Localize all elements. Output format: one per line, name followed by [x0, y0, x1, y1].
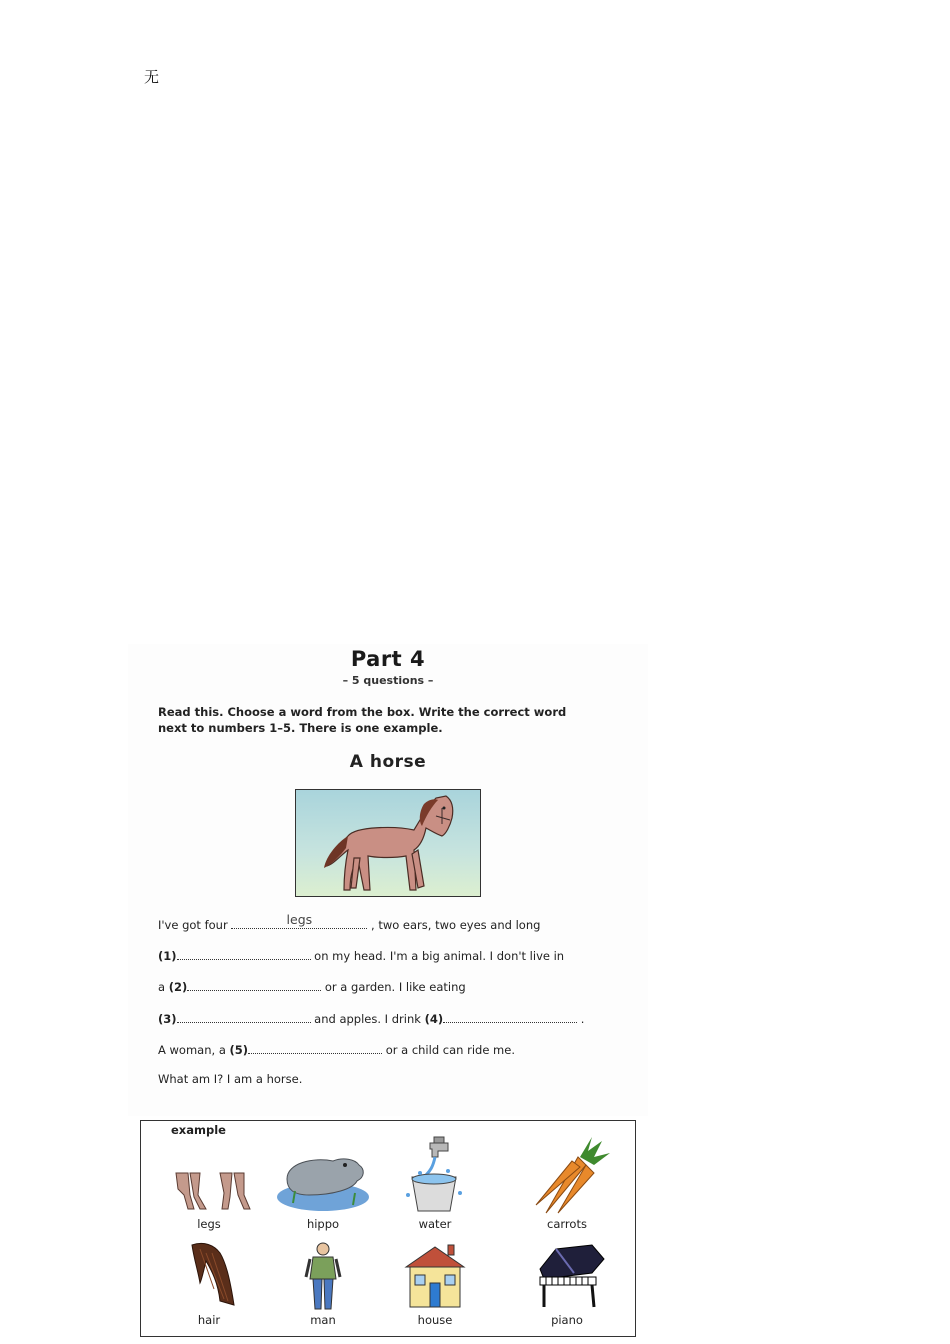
answer-blank-3[interactable]: [177, 1010, 311, 1023]
story-line-2: [158, 947, 564, 963]
story-text: .: [580, 1012, 585, 1026]
story-line-1: [158, 912, 541, 932]
question-number: (2): [168, 980, 188, 994]
word-item-piano: [512, 1239, 622, 1327]
piano-icon: [522, 1239, 612, 1311]
story-line-3: [158, 978, 466, 994]
example-answer-blank: [231, 912, 367, 929]
word-label-man: man: [310, 1313, 336, 1327]
hair-icon: [164, 1239, 254, 1311]
question-number: (4): [424, 1012, 444, 1026]
water-icon: [390, 1135, 480, 1215]
word-item-hair: [154, 1239, 264, 1327]
answer-blank-4[interactable]: [443, 1010, 577, 1023]
answer-blank-1[interactable]: [177, 947, 311, 960]
answer-blank-5[interactable]: [248, 1041, 382, 1054]
page-title: Part 4: [350, 647, 426, 671]
story-line-4: [158, 1010, 584, 1026]
story-line-5: [158, 1041, 515, 1057]
question-number: (3): [158, 1012, 177, 1026]
example-label: example: [171, 1123, 226, 1137]
word-item-legs: [154, 1143, 264, 1231]
carrots-icon: [522, 1135, 612, 1215]
word-item-man: [268, 1239, 378, 1327]
word-label-piano: piano: [551, 1313, 583, 1327]
question-number: (1): [158, 949, 177, 963]
horse-icon: [296, 790, 480, 896]
word-label-carrots: carrots: [547, 1217, 587, 1231]
answer-blank-2[interactable]: [187, 978, 321, 991]
story-text: on my head. I'm a big animal. I don't live in: [314, 949, 565, 963]
story-title: A horse: [349, 752, 427, 772]
story-text: or a garden. I like eating: [324, 980, 466, 994]
story-line-6: What am I? I am a horse.: [158, 1072, 303, 1086]
word-label-hippo: hippo: [306, 1217, 340, 1231]
word-label-water: water: [418, 1217, 452, 1231]
instructions-line-2: next to numbers 1–5. There is one example.: [158, 721, 443, 735]
house-icon: [390, 1239, 480, 1311]
question-number: (5): [229, 1043, 249, 1057]
word-label-hair: hair: [197, 1313, 221, 1327]
word-label-legs: legs: [197, 1217, 221, 1231]
worksheet-part-4: [128, 644, 648, 1116]
word-item-hippo: [268, 1143, 378, 1231]
word-item-house: [380, 1239, 490, 1327]
word-box: [140, 1120, 636, 1337]
page-subtitle: – 5 questions –: [342, 674, 434, 687]
story-text: , two ears, two eyes and long: [371, 918, 541, 932]
story-text: I've got four: [158, 918, 228, 932]
legs-icon: [164, 1143, 254, 1215]
man-icon: [278, 1239, 368, 1311]
word-item-water: [380, 1135, 490, 1231]
instructions-line-1: Read this. Choose a word from the box. Write the correct word: [158, 705, 567, 719]
header-character: 无: [144, 68, 160, 86]
hippo-icon: [273, 1143, 373, 1215]
story-text: or a child can ride me.: [385, 1043, 515, 1057]
horse-picture: [295, 789, 481, 897]
word-label-house: house: [417, 1313, 453, 1327]
story-text: and apples. I drink: [314, 1012, 421, 1026]
story-text: A woman, a: [158, 1043, 226, 1057]
word-item-carrots: [512, 1135, 622, 1231]
story-text: a: [158, 980, 166, 994]
instructions: [158, 704, 608, 736]
example-answer: legs: [286, 912, 313, 927]
